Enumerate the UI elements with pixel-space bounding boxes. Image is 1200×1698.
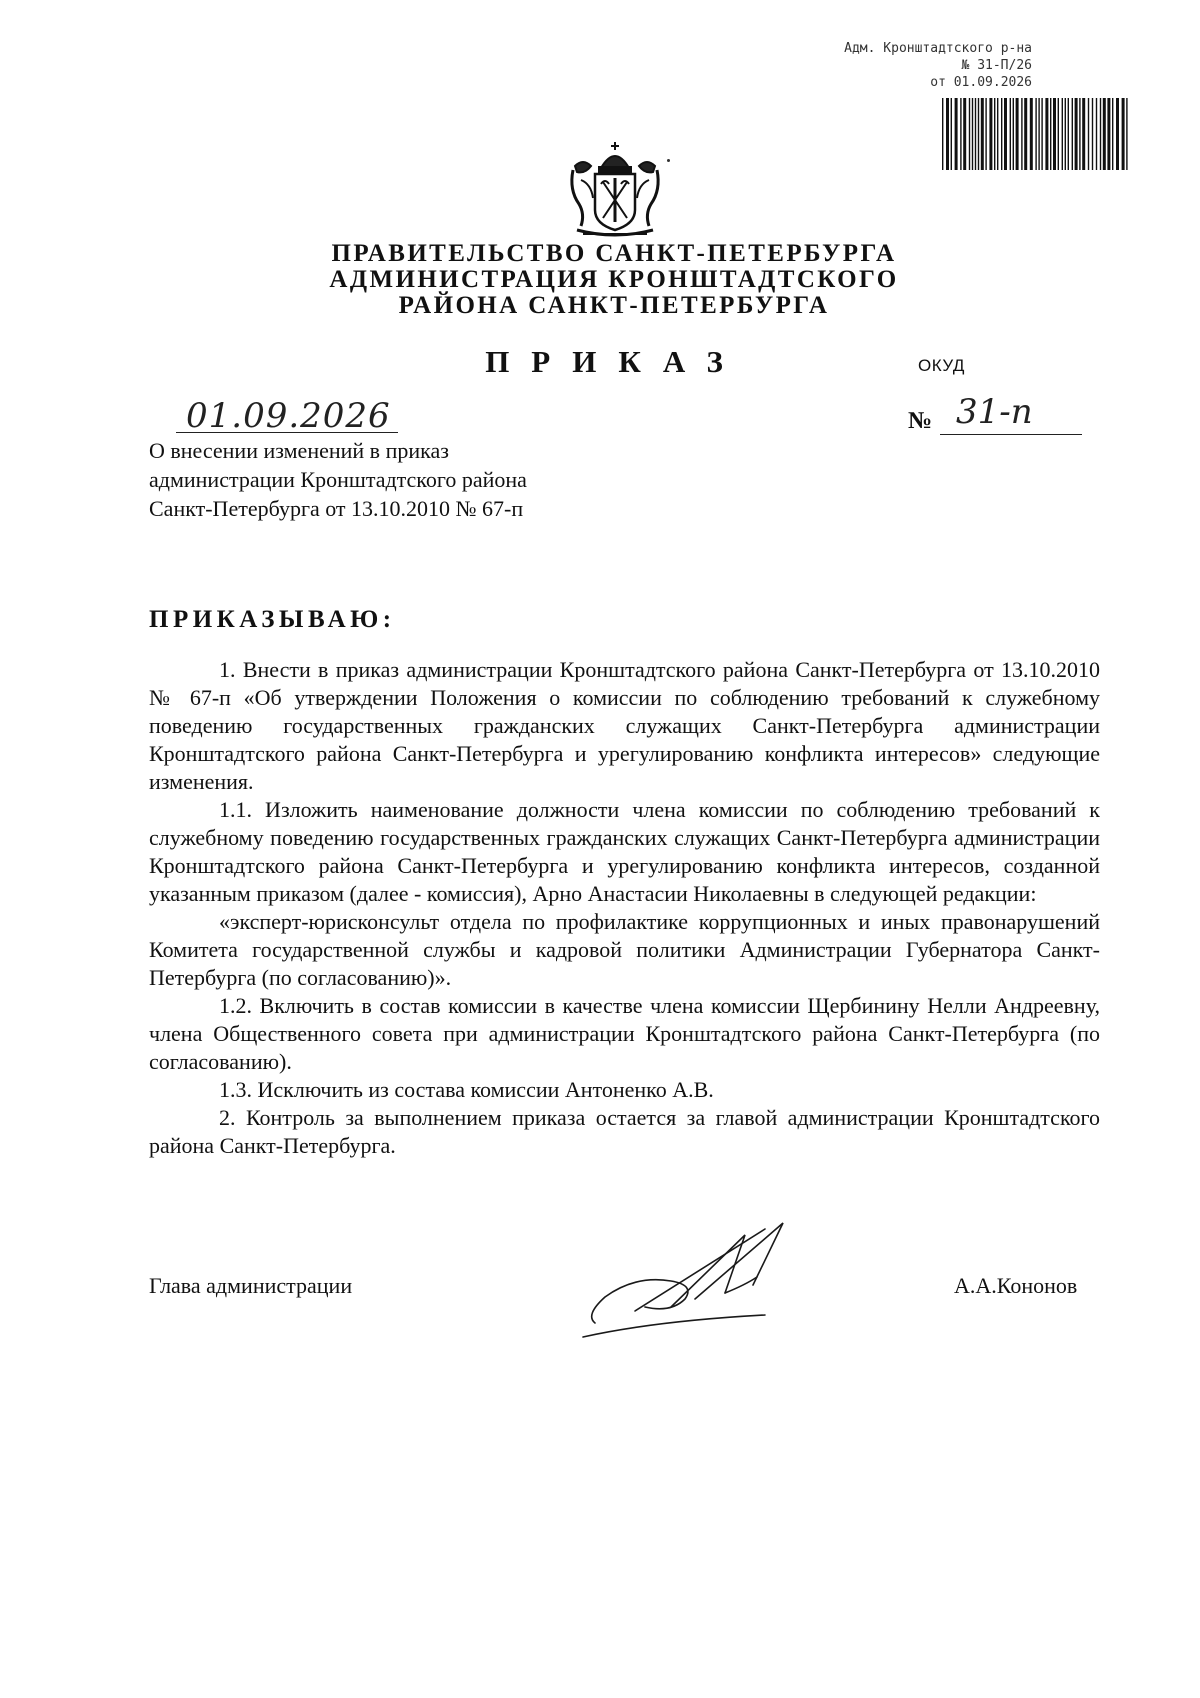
barcode-bar [1030,98,1033,170]
barcode-bar [960,98,961,170]
barcode-bar [1013,98,1014,170]
paragraph-2: 2. Контроль за выполнением приказа остается за главой администрации Кронштадтского района Санкт-Петербурга. [149,1105,1100,1158]
barcode-bar [955,98,958,170]
barcode-bar [994,98,995,170]
stamp-line-2: № 31-П/26 [961,58,1032,73]
document-type-title: ПРИКАЗ [485,344,745,379]
barcode-bar [1103,98,1106,170]
barcode-bar [1068,98,1069,170]
barcode-bar [1112,98,1113,170]
order-number-handwritten: 31-п [956,392,1033,432]
speck [667,159,670,162]
date-underline [176,432,398,433]
signatory-name: А.А.Кононов [954,1273,1078,1298]
order-subject [149,436,527,523]
barcode-bar [1010,98,1011,170]
barcode-bar [1116,98,1119,170]
barcode-bar [1035,98,1036,170]
order-body [149,656,1100,1160]
barcode-bar [1065,98,1066,170]
subject-line: Санкт-Петербурга от 13.10.2010 № 67-п [149,496,524,521]
barcode-bar [963,98,966,170]
barcode-bar [1082,98,1085,170]
barcode-bar [1096,98,1097,170]
okud-label: ОКУД [918,356,965,375]
barcode-bar [1075,98,1078,170]
subject-line: администрации Кронштадтского района [149,467,527,492]
barcode-bar [1062,98,1063,170]
header-district: РАЙОНА САНКТ-ПЕТЕРБУРГА [398,292,830,319]
barcode [940,96,1132,172]
barcode-bar [951,98,952,170]
header-administration: АДМИНИСТРАЦИЯ КРОНШТАДТСКОГО [329,266,899,293]
order-date-handwritten: 01.09.2026 [186,396,391,436]
barcode-bar [1001,98,1002,170]
paragraph-1-3: 1.3. Исключить из состава комиссии Антоненко А.В. [219,1077,714,1102]
barcode-bar [972,98,973,170]
barcode-bar [1126,98,1127,170]
barcode-bar [1107,98,1110,170]
stamp-line-1: Адм. Кронштадтского р-на [844,41,1032,56]
barcode-bar [1058,98,1059,170]
barcode-bar [1038,98,1039,170]
paragraph-1: 1. Внести в приказ администрации Кронштадтского района Санкт-Петербурга от 13.10.2010 № 67-п «Об утверждении Положения о комиссии по соблюдению требований к служебному поведению государственных гражданских служащих Санкт-Петербурга администрации Кронштадтского района Санкт-Петербурга и урегулированию конфликта интересов» следующие изменения. [149,657,1100,794]
barcode-bar [1122,98,1125,170]
stamp-line-3: от 01.09.2026 [930,75,1032,90]
barcode-bar [978,98,979,170]
number-sign: № [908,408,933,434]
barcode-bar [1088,98,1089,170]
header-government: ПРАВИТЕЛЬСТВО САНКТ-ПЕТЕРБУРГА [331,240,897,267]
barcode-bar [1100,98,1101,170]
barcode-bar [1079,98,1080,170]
barcode-bar [1041,98,1042,170]
barcode-bar [1021,98,1022,170]
barcode-bar [1004,98,1007,170]
barcode-bar [1045,98,1048,170]
orders-heading: ПРИКАЗЫВАЮ: [149,606,396,633]
registration-stamp [812,40,1032,91]
barcode-bar [975,98,976,170]
barcode-bar [1053,98,1056,170]
number-underline [940,434,1082,435]
barcode-bar [946,98,949,170]
paragraph-1-2: 1.2. Включить в состав комиссии в качестве члена комиссии Щербинину Нелли Андреевну, члена Общественного совета при администрации Кронштадтского района Санкт-Петербурга (по согласованию). [149,993,1100,1074]
handwritten-signature [575,1215,825,1340]
barcode-bar [985,98,986,170]
barcode-bar [969,98,970,170]
barcode-bar [997,98,998,170]
barcode-bar [989,98,992,170]
signatory-title: Глава администрации [149,1273,353,1298]
barcode-bar [942,98,943,170]
paragraph-quote: «эксперт-юрисконсульт отдела по профилактике коррупционных и иных правонарушений Комитета государственной службы и кадровой политики Администрации Губернатора Санкт-Петербурга (по согласованию)». [149,909,1100,990]
paragraph-1-1: 1.1. Изложить наименование должности члена комиссии по соблюдению требований к служебному поведению государственных гражданских служащих Санкт-Петербурга администрации Кронштадтского района Санкт-Петербурга и урегулированию конфликта интересов, созданной указанным приказом (далее - комиссия), Арно Анастасии Николаевны в следующей редакции: [149,797,1100,906]
barcode-bar [1016,98,1019,170]
barcode-bar [1072,98,1073,170]
subject-line: О внесении изменений в приказ [149,438,449,463]
barcode-bar [1092,98,1093,170]
barcode-bar [1024,98,1027,170]
coat-of-arms-emblem [563,140,667,240]
barcode-bar [1050,98,1051,170]
barcode-bar [981,98,984,170]
